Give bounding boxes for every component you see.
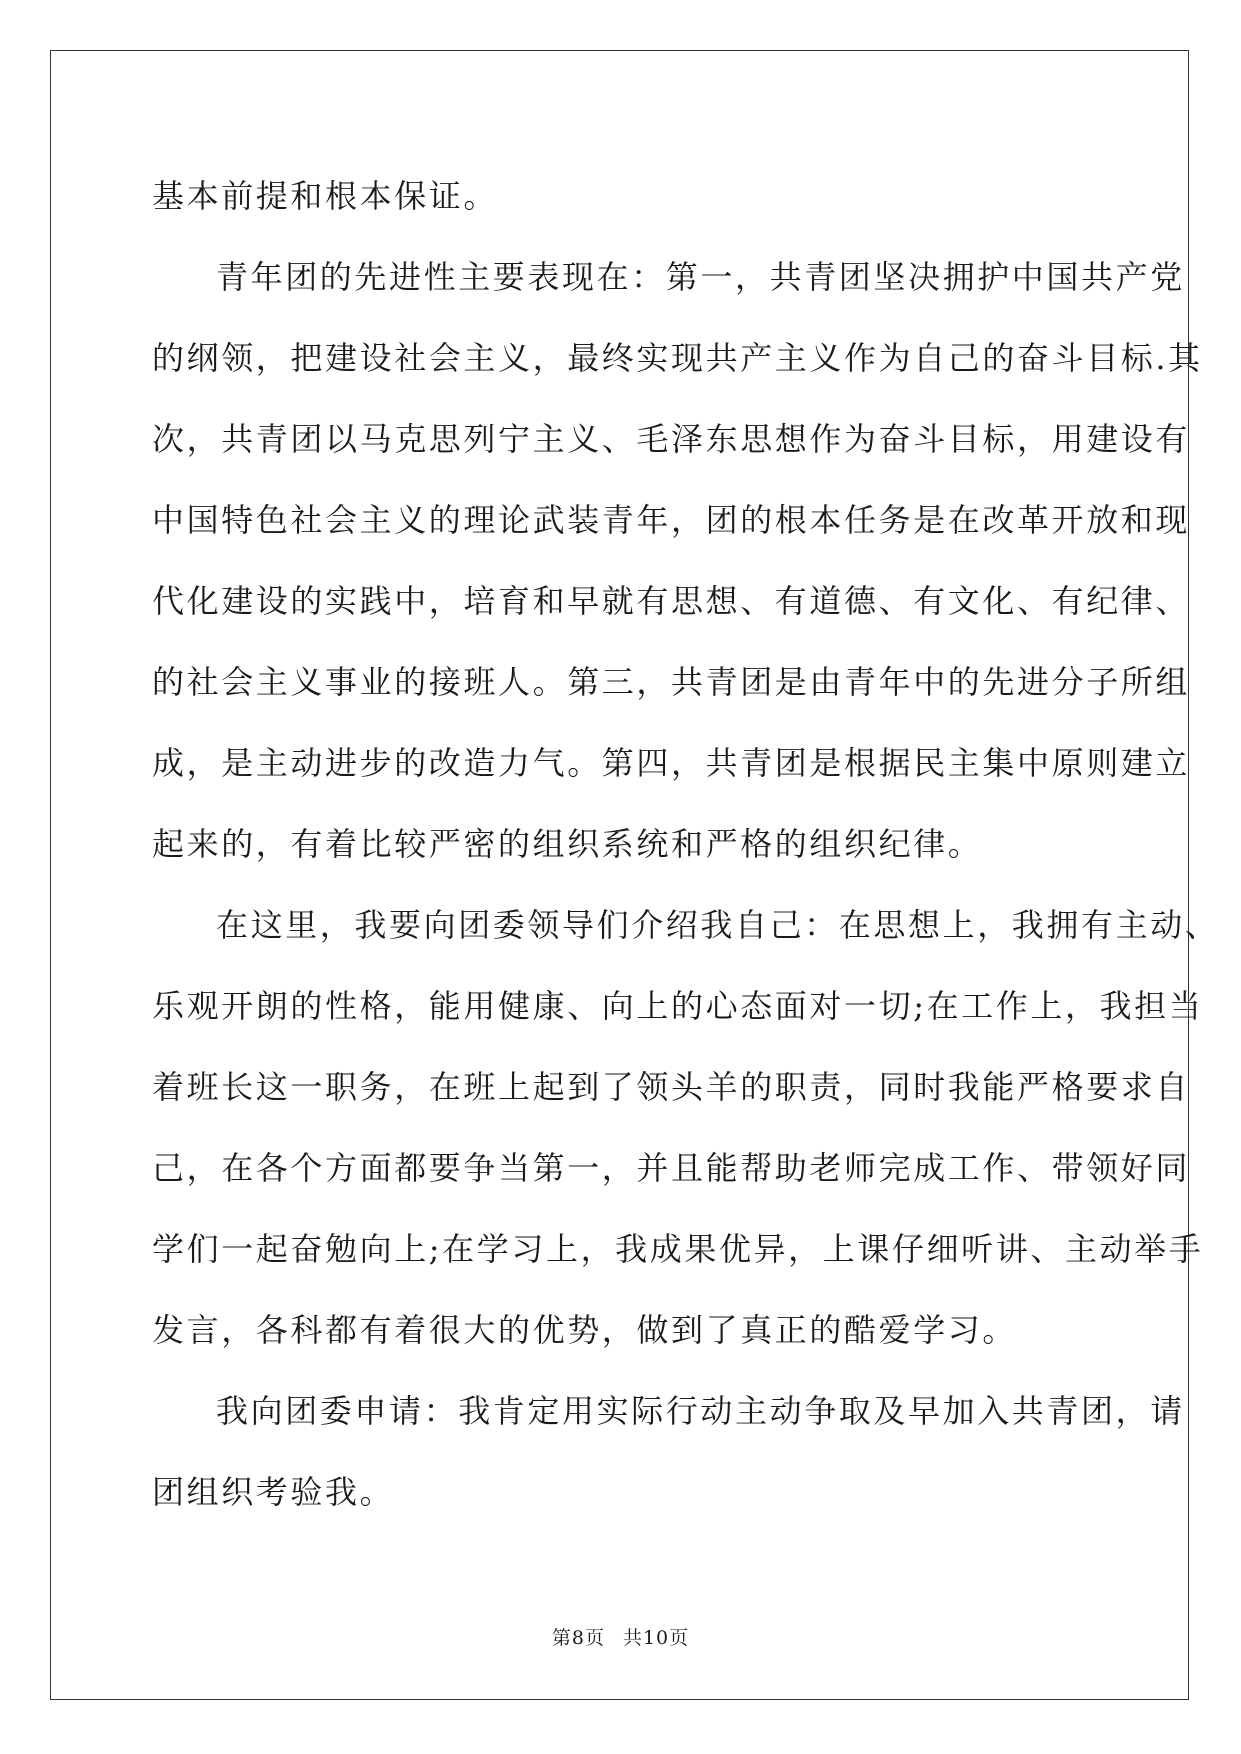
text-line: 的纲领，把建设社会主义，最终实现共产主义作为自己的奋斗目标.其 <box>152 339 1203 377</box>
page-footer <box>0 1623 1241 1650</box>
page-number-current: 第8页 <box>551 1627 605 1649</box>
text-line: 己，在各个方面都要争当第一，并且能帮助老师完成工作、带领好同 <box>152 1149 1191 1187</box>
text-line: 团组织考验我。 <box>152 1473 395 1511</box>
text-line: 青年团的先进性主要表现在：第一，共青团坚决拥护中国共产党 <box>216 258 1185 296</box>
text-line: 学们一起奋勉向上;在学习上，我成果优异，上课仔细听讲、主动举手 <box>152 1230 1204 1268</box>
text-line: 发言，各科都有着很大的优势，做到了真正的酷爱学习。 <box>152 1311 1018 1349</box>
page-number-total: 共10页 <box>622 1627 690 1649</box>
text-line: 的社会主义事业的接班人。第三，共青团是由青年中的先进分子所组 <box>152 663 1191 701</box>
text-line: 基本前提和根本保证。 <box>152 177 499 215</box>
document-body <box>152 156 1220 1533</box>
text-line: 着班长这一职务，在班上起到了领头羊的职责，同时我能严格要求自 <box>152 1068 1191 1106</box>
text-line: 次，共青团以马克思列宁主义、毛泽东思想作为奋斗目标，用建设有 <box>152 420 1191 458</box>
text-line: 在这里，我要向团委领导们介绍我自己：在思想上，我拥有主动、 <box>216 906 1220 944</box>
text-line: 起来的，有着比较严密的组织系统和严格的组织纪律。 <box>152 825 983 863</box>
text-line: 我向团委申请：我肯定用实际行动主动争取及早加入共青团，请 <box>216 1392 1185 1430</box>
text-line: 中国特色社会主义的理论武装青年，团的根本任务是在改革开放和现 <box>152 501 1191 539</box>
text-line: 代化建设的实践中，培育和早就有思想、有道德、有文化、有纪律、 <box>152 582 1191 620</box>
text-line: 成，是主动进步的改造力气。第四，共青团是根据民主集中原则建立 <box>152 744 1191 782</box>
text-line: 乐观开朗的性格，能用健康、向上的心态面对一切;在工作上，我担当 <box>152 987 1204 1025</box>
